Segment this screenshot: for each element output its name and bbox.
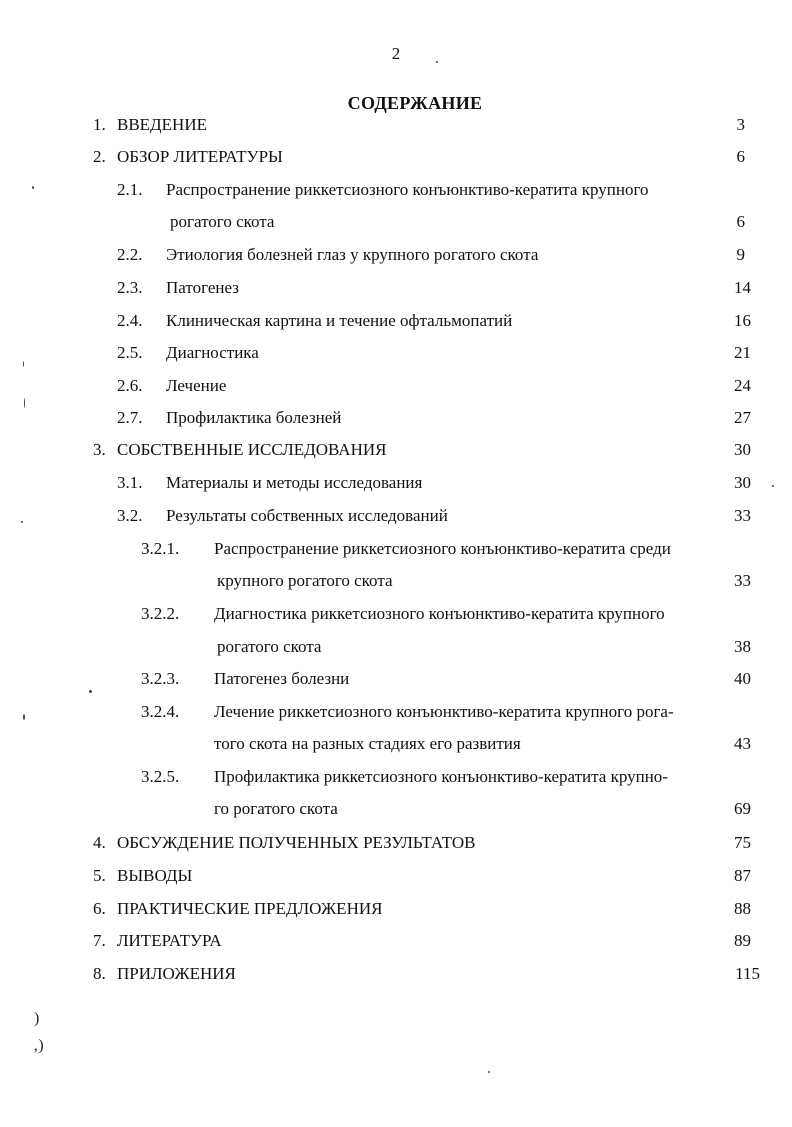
toc-entry-text: крупного рогатого скота [217, 571, 393, 590]
toc-entry-page: 3 [736, 115, 745, 134]
toc-entry-text: рогатого скота [170, 212, 275, 231]
toc-entry-text: Профилактика риккетсиозного конъюнктиво-кератита крупно- [214, 767, 668, 786]
toc-entry-number: 3. [93, 440, 106, 459]
toc-entry-page: 16 [734, 311, 751, 330]
toc-entry-number: 3.1. [117, 473, 143, 492]
toc-entry-page: 30 [734, 440, 751, 459]
toc-entry-number: 7. [93, 931, 106, 950]
toc-entry-text: ОБСУЖДЕНИЕ ПОЛУЧЕННЫХ РЕЗУЛЬТАТОВ [117, 833, 476, 852]
scan-speck [23, 361, 24, 367]
toc-entry-page: 30 [734, 473, 751, 492]
toc-entry-number: 2.4. [117, 311, 143, 330]
toc-entry-number: 3.2.2. [141, 604, 180, 623]
toc-entry-text: Распространение риккетсиозного конъюнктиво-кератита среди [214, 539, 671, 558]
toc-entry-text: Материалы и методы исследования [166, 473, 423, 492]
toc-entry-number: 3.2. [117, 506, 143, 525]
toc-entry-page: 6 [736, 212, 745, 231]
page-title: СОДЕРЖАНИЕ [347, 93, 483, 113]
scan-speck [772, 485, 774, 487]
toc-entry-number: 5. [93, 866, 106, 885]
scan-speck [23, 714, 25, 720]
scan-speck [32, 186, 34, 189]
toc-entry-number: 4. [93, 833, 106, 852]
page-number: 2 [391, 44, 401, 63]
scan-speck [24, 398, 25, 408]
scan-speck [89, 690, 92, 693]
toc-entry-page: 88 [734, 899, 751, 918]
toc-entry-page: 38 [734, 637, 751, 656]
toc-entry-number: 3.2.5. [141, 767, 180, 786]
toc-entry-text: Этиология болезней глаз у крупного рогатого скота [166, 245, 539, 264]
toc-entry-number: 2.5. [117, 343, 143, 362]
toc-entry-page: 40 [734, 669, 751, 688]
toc-entry-number: 1. [93, 115, 106, 134]
toc-entry-text: Лечение [166, 376, 227, 395]
toc-entry-text: СОБСТВЕННЫЕ ИССЛЕДОВАНИЯ [117, 440, 387, 459]
toc-entry-text: ОБЗОР ЛИТЕРАТУРЫ [117, 147, 283, 166]
toc-entry-page: 24 [734, 376, 751, 395]
scan-speck [436, 61, 438, 63]
toc-entry-text: Распространение риккетсиозного конъюнктиво-кератита крупного [166, 180, 649, 199]
toc-entry-text: Диагностика риккетсиозного конъюнктиво-кератита крупного [214, 604, 665, 623]
toc-entry-number: 2.7. [117, 408, 143, 427]
toc-entry-page: 87 [734, 866, 751, 885]
scan-speck [488, 1071, 490, 1073]
toc-entry-page: 115 [735, 964, 760, 983]
toc-entry-page: 89 [734, 931, 751, 950]
toc-entry-number: 2. [93, 147, 106, 166]
toc-entry-page: 69 [734, 799, 751, 818]
scan-mark: ) [34, 1010, 40, 1027]
toc-entry-page: 6 [736, 147, 745, 166]
toc-entry-number: 2.2. [117, 245, 143, 264]
toc-entry-text: ПРАКТИЧЕСКИЕ ПРЕДЛОЖЕНИЯ [117, 899, 383, 918]
toc-entry-number: 3.2.3. [141, 669, 180, 688]
toc-entry-page: 27 [734, 408, 751, 427]
scan-speck [21, 521, 23, 523]
toc-entry-text: го рогатого скота [214, 799, 338, 818]
toc-entry-text: Лечение риккетсиозного конъюнктиво-кератита крупного рога- [214, 702, 674, 721]
toc-entry-number: 6. [93, 899, 106, 918]
toc-entry-text: Диагностика [166, 343, 259, 362]
toc-entry-number: 2.3. [117, 278, 143, 297]
toc-entry-number: 8. [93, 964, 106, 983]
toc-entry-text: Патогенез болезни [214, 669, 350, 688]
toc-entry-text: ПРИЛОЖЕНИЯ [117, 964, 236, 983]
toc-entry-page: 33 [734, 571, 751, 590]
toc-entry-text: Клиническая картина и течение офтальмопатий [166, 311, 513, 330]
toc-entry-page: 9 [736, 245, 745, 264]
toc-entry-page: 33 [734, 506, 751, 525]
toc-entry-number: 3.2.4. [141, 702, 180, 721]
toc-entry-number: 2.1. [117, 180, 143, 199]
toc-entry-page: 14 [734, 278, 751, 297]
toc-entry-number: 3.2.1. [141, 539, 180, 558]
toc-entry-text: ВВЕДЕНИЕ [117, 115, 207, 134]
toc-entry-text: того скота на разных стадиях его развития [214, 734, 521, 753]
toc-entry-text: ЛИТЕРАТУРА [117, 931, 222, 950]
toc-entry-page: 43 [734, 734, 751, 753]
toc-entry-text: Патогенез [166, 278, 239, 297]
toc-entry-page: 75 [734, 833, 751, 852]
toc-entry-text: Профилактика болезней [166, 408, 342, 427]
toc-entry-page: 21 [734, 343, 751, 362]
scan-mark: ‚) [33, 1037, 44, 1054]
toc-entry-text: рогатого скота [217, 637, 322, 656]
toc-entry-text: ВЫВОДЫ [117, 866, 193, 885]
toc-entry-text: Результаты собственных исследований [166, 506, 448, 525]
toc-entry-number: 2.6. [117, 376, 143, 395]
